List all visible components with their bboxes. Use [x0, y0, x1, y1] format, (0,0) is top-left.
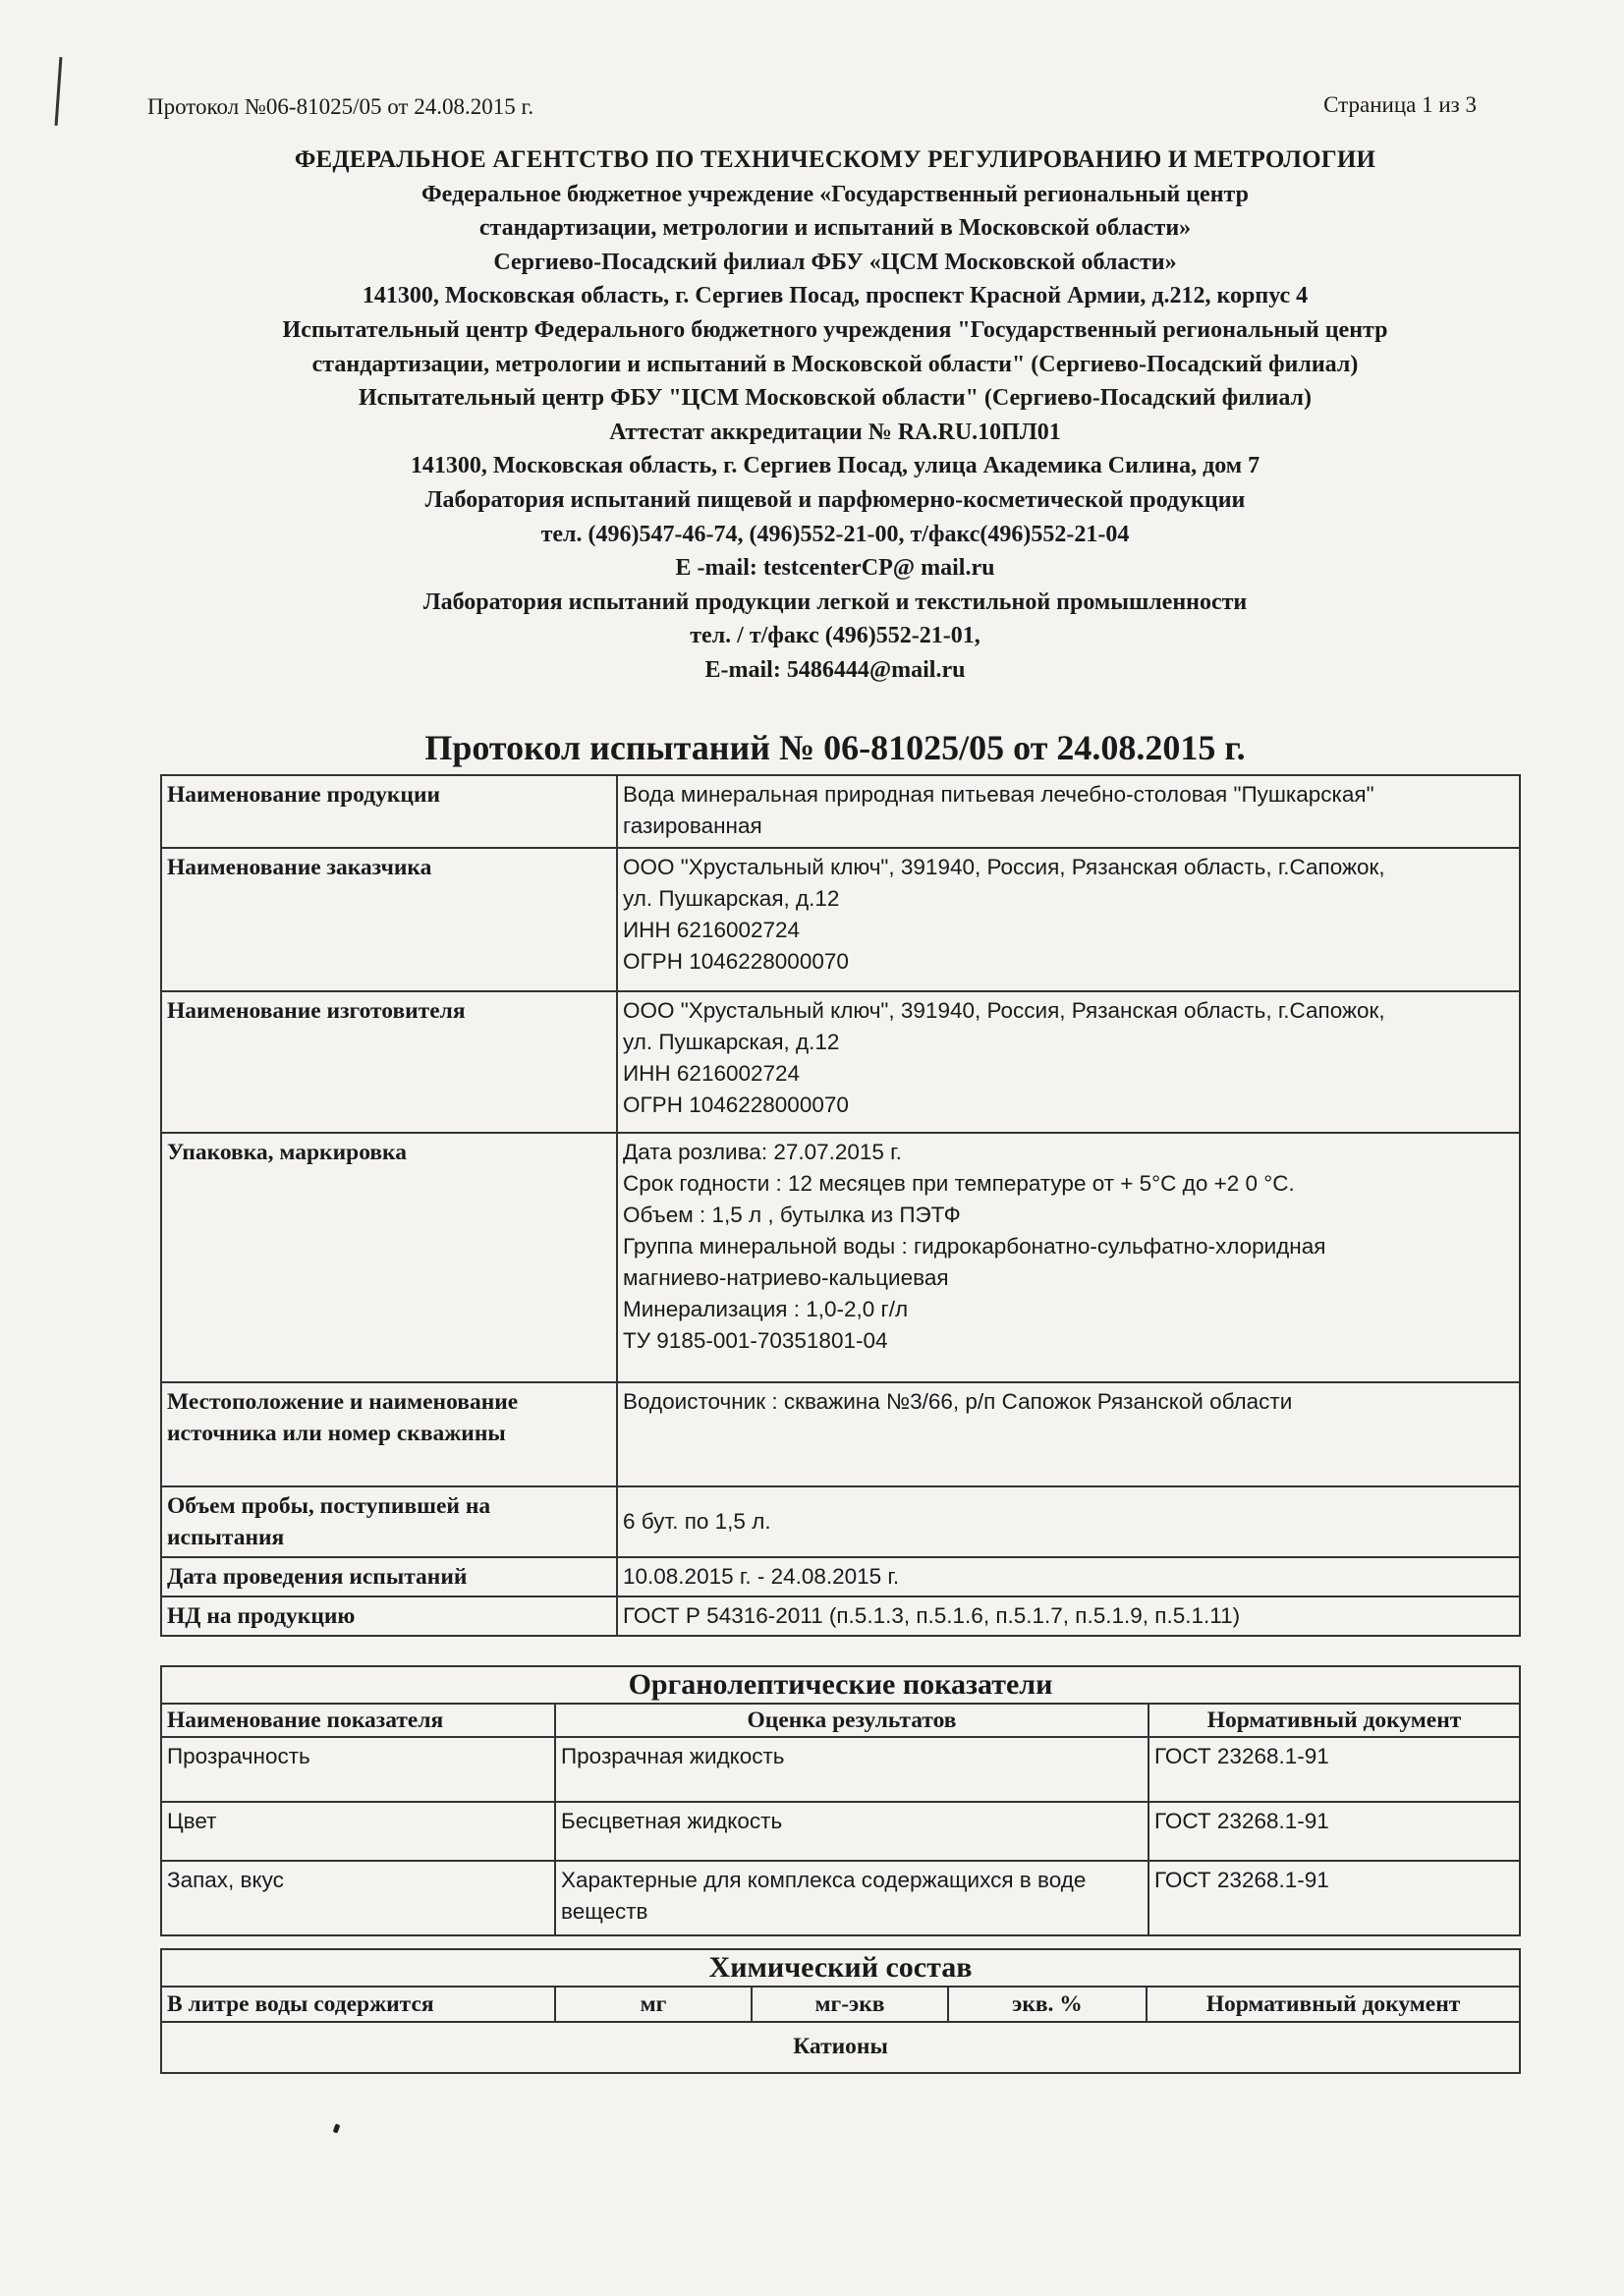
- letterhead-line: Сергиево-Посадский филиал ФБУ «ЦСМ Московской области»: [493, 249, 1177, 275]
- document-cell: ГОСТ 23268.1-91: [1148, 1737, 1520, 1802]
- lab-email: E -mail: testcenterCP@ mail.ru: [675, 555, 995, 582]
- cations-label: Катионы: [161, 2022, 1520, 2073]
- lab-email: E-mail: 5486444@mail.ru: [704, 656, 966, 683]
- manufacturer-label: Наименование изготовителя: [161, 991, 617, 1133]
- table-header-row: [161, 1704, 1520, 1737]
- product-label: Наименование продукции: [161, 775, 617, 848]
- source-value: Водоисточник : скважина №3/66, р/п Сапожок Рязанской области: [617, 1382, 1520, 1486]
- letterhead-line: Федеральное бюджетное учреждение «Государственный региональный центр: [421, 181, 1249, 207]
- protocol-reference: Протокол №06-81025/05 от 24.08.2015 г.: [147, 94, 534, 119]
- chemical-section-title: Химический состав: [161, 1949, 1520, 1987]
- nd-label: НД на продукцию: [161, 1596, 617, 1636]
- letterhead-line: стандартизации, метрологии и испытаний в Московской области" (Сергиево-Посадский филиал): [311, 351, 1359, 377]
- indicator-cell: Цвет: [161, 1802, 555, 1861]
- test-date-label: Дата проведения испытаний: [161, 1557, 617, 1596]
- column-header-content: В литре воды содержится: [161, 1987, 555, 2022]
- lab-phone: тел. (496)547-46-74, (496)552-21-00, т/факс(496)552-21-04: [540, 521, 1130, 547]
- organoleptic-table: [160, 1665, 1521, 1936]
- table-row: [161, 1382, 1520, 1486]
- manufacturer-value: ООО "Хрустальный ключ", 391940, Россия, Рязанская область, г.Сапожок, ул. Пушкарская, д.12 ИНН 6216002724 ОГРН 1046228000070: [617, 991, 1520, 1133]
- table-row: [161, 1802, 1520, 1861]
- sample-volume-label: Объем пробы, поступившей на испытания: [161, 1486, 617, 1557]
- letterhead-address: 141300, Московская область, г. Сергиев Посад, проспект Красной Армии, д.212, корпус 4: [362, 283, 1309, 309]
- nd-value: ГОСТ Р 54316-2011 (п.5.1.3, п.5.1.6, п.5.1.7, п.5.1.9, п.5.1.11): [617, 1596, 1520, 1636]
- table-row: [161, 1133, 1520, 1382]
- table-header-row: [161, 1987, 1520, 2022]
- packaging-value: Дата розлива: 27.07.2015 г. Срок годности : 12 месяцев при температуре от + 5°С до +2 0 °С. Объем : 1,5 л , бутылка из ПЭТФ Группа минеральной воды : гидрокарбонатно-сульфатно-хлоридная магниево-натриево-кальциевая Минерализация : 1,0-2,0 г/л ТУ 9185-001-70351801-04: [617, 1133, 1520, 1382]
- table-row: [161, 848, 1520, 991]
- scan-ink-dot: [333, 2123, 341, 2133]
- document-cell: ГОСТ 23268.1-91: [1148, 1802, 1520, 1861]
- organoleptic-section-title: Органолептические показатели: [161, 1666, 1520, 1704]
- running-header: [147, 94, 1477, 124]
- column-header-mg: мг: [555, 1987, 752, 2022]
- table-row: [161, 1596, 1520, 1636]
- chemical-composition-table: [160, 1948, 1521, 2074]
- column-header-document: Нормативный документ: [1148, 1704, 1520, 1737]
- indicator-cell: Запах, вкус: [161, 1861, 555, 1935]
- result-cell: Бесцветная жидкость: [555, 1802, 1148, 1861]
- agency-name: ФЕДЕРАЛЬНОЕ АГЕНТСТВО ПО ТЕХНИЧЕСКОМУ РЕГУЛИРОВАНИЮ И МЕТРОЛОГИИ: [294, 146, 1376, 173]
- scan-pen-mark: [55, 57, 63, 126]
- lab-name: Лаборатория испытаний продукции легкой и текстильной промышленности: [422, 588, 1248, 615]
- letterhead-line: стандартизации, метрологии и испытаний в Московской области»: [478, 215, 1192, 242]
- page-indicator: Страница 1 из 3: [1323, 92, 1477, 117]
- column-header-mg-eq: мг-экв: [752, 1987, 948, 2022]
- result-cell: Прозрачная жидкость: [555, 1737, 1148, 1802]
- letterhead-line: Испытательный центр ФБУ "ЦСМ Московской области" (Сергиево-Посадский филиал): [359, 385, 1312, 412]
- column-header-document: Нормативный документ: [1147, 1987, 1520, 2022]
- table-subheader-row: [161, 2022, 1520, 2073]
- letterhead: [147, 143, 1523, 688]
- lab-name: Лаборатория испытаний пищевой и парфюмерно-косметической продукции: [424, 486, 1246, 513]
- result-cell: Характерные для комплекса содержащихся в воде веществ: [555, 1861, 1148, 1935]
- sample-volume-value: 6 бут. по 1,5 л.: [617, 1486, 1520, 1557]
- product-info-table: [160, 774, 1521, 1637]
- customer-value: ООО "Хрустальный ключ", 391940, Россия, Рязанская область, г.Сапожок, ул. Пушкарская, д.12 ИНН 6216002724 ОГРН 1046228000070: [617, 848, 1520, 991]
- lab-phone: тел. / т/факс (496)552-21-01,: [690, 623, 980, 649]
- table-row: [161, 775, 1520, 848]
- customer-label: Наименование заказчика: [161, 848, 617, 991]
- test-date-value: 10.08.2015 г. - 24.08.2015 г.: [617, 1557, 1520, 1596]
- table-section-row: [161, 1949, 1520, 1987]
- table-row: [161, 1861, 1520, 1935]
- table-row: [161, 1557, 1520, 1596]
- product-value: Вода минеральная природная питьевая лечебно-столовая "Пушкарская" газированная: [617, 775, 1520, 848]
- table-row: [161, 1737, 1520, 1802]
- protocol-title: Протокол испытаний № 06-81025/05 от 24.08.2015 г.: [424, 728, 1246, 767]
- accreditation-certificate: Аттестат аккредитации № RA.RU.10ПЛ01: [609, 419, 1061, 445]
- indicator-cell: Прозрачность: [161, 1737, 555, 1802]
- packaging-label: Упаковка, маркировка: [161, 1133, 617, 1382]
- column-header-indicator: Наименование показателя: [161, 1704, 555, 1737]
- table-section-row: [161, 1666, 1520, 1704]
- document-cell: ГОСТ 23268.1-91: [1148, 1861, 1520, 1935]
- letterhead-line: Испытательный центр Федерального бюджетного учреждения "Государственный региональный центр: [282, 316, 1388, 343]
- table-row: [161, 991, 1520, 1133]
- column-header-result: Оценка результатов: [555, 1704, 1148, 1737]
- table-row: [161, 1486, 1520, 1557]
- source-label: Местоположение и наименование источника или номер скважины: [161, 1382, 617, 1486]
- letterhead-address: 141300, Московская область, г. Сергиев Посад, улица Академика Силина, дом 7: [410, 453, 1260, 479]
- column-header-eq-percent: экв. %: [948, 1987, 1147, 2022]
